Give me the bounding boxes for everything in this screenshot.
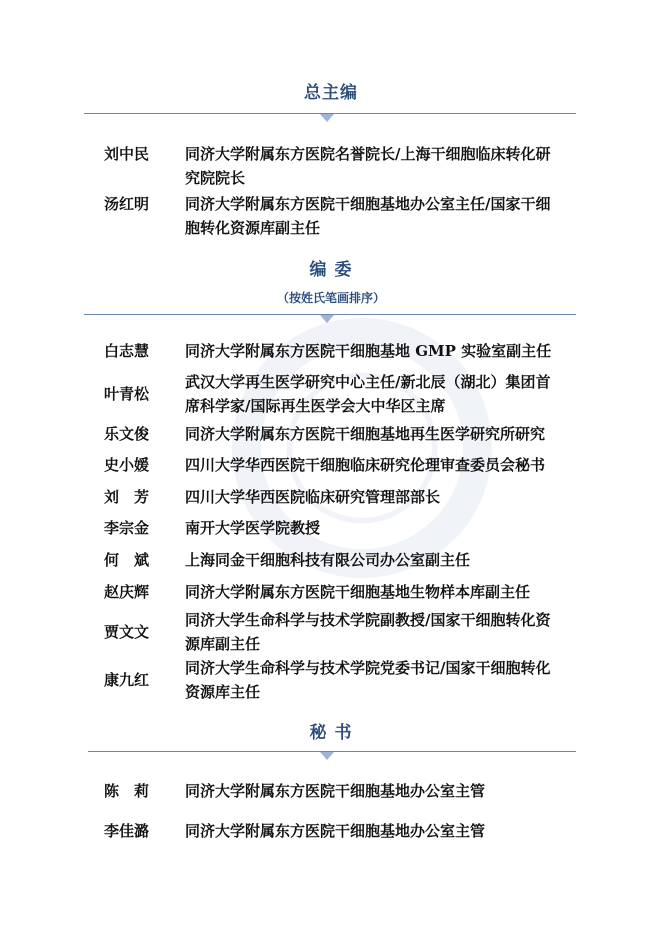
committee-heading: 编 委 xyxy=(309,260,353,280)
secretary-triangle-icon xyxy=(320,752,334,760)
chief-editor-heading: 总主编 xyxy=(304,83,358,103)
member-name: 贾文文 xyxy=(104,623,150,641)
member-desc: 四川大学华西医院临床研究管理部部长 xyxy=(185,488,441,506)
member-name: 史小媛 xyxy=(104,456,150,474)
member-desc: 同济大学附属东方医院干细胞基地生物样本库副主任 xyxy=(185,583,531,601)
member-name: 刘 芳 xyxy=(104,488,150,506)
member-name: 汤红明 xyxy=(104,195,150,213)
member-name: 白志慧 xyxy=(104,342,150,360)
member-name: 陈 莉 xyxy=(104,782,150,800)
member-name: 乐文俊 xyxy=(104,425,150,443)
secretary-heading: 秘 书 xyxy=(309,723,353,743)
committee-subtitle: （按姓氏笔画排序） xyxy=(276,291,385,305)
member-desc: 同济大学附属东方医院干细胞基地再生医学研究所研究 xyxy=(185,425,546,443)
member-desc: 南开大学医学院教授 xyxy=(185,519,321,537)
member-name: 李宗金 xyxy=(104,519,150,537)
member-desc: 同济大学附属东方医院名誉院长/上海干细胞临床转化研究院院长 xyxy=(185,145,551,187)
chief-editor-triangle-icon xyxy=(320,114,334,122)
member-desc: 同济大学生命科学与技术学院党委书记/国家干细胞转化资源库主任 xyxy=(185,659,551,701)
member-name: 康九红 xyxy=(104,671,150,689)
member-name: 刘中民 xyxy=(104,145,150,163)
member-desc: 四川大学华西医院干细胞临床研究伦理审查委员会秘书 xyxy=(185,456,546,474)
member-desc: 同济大学附属东方医院干细胞基地 GMP 实验室副主任 xyxy=(185,342,552,360)
member-desc: 武汉大学再生医学研究中心主任/新北辰（湖北）集团首席科学家/国际再生医学会大中华区主席 xyxy=(185,373,551,415)
member-name: 赵庆辉 xyxy=(104,583,150,601)
member-desc: 同济大学附属东方医院干细胞基地办公室主管 xyxy=(185,822,486,840)
member-desc: 同济大学生命科学与技术学院副教授/国家干细胞转化资源库副主任 xyxy=(185,611,551,653)
member-name: 叶青松 xyxy=(104,385,150,403)
committee-triangle-icon xyxy=(320,315,334,323)
member-desc: 同济大学附属东方医院干细胞基地办公室主任/国家干细胞转化资源库副主任 xyxy=(185,195,551,237)
member-desc: 同济大学附属东方医院干细胞基地办公室主管 xyxy=(185,782,486,800)
member-desc: 上海同金干细胞科技有限公司办公室副主任 xyxy=(185,551,471,569)
member-name: 李佳潞 xyxy=(104,822,150,840)
member-name: 何 斌 xyxy=(104,551,150,569)
